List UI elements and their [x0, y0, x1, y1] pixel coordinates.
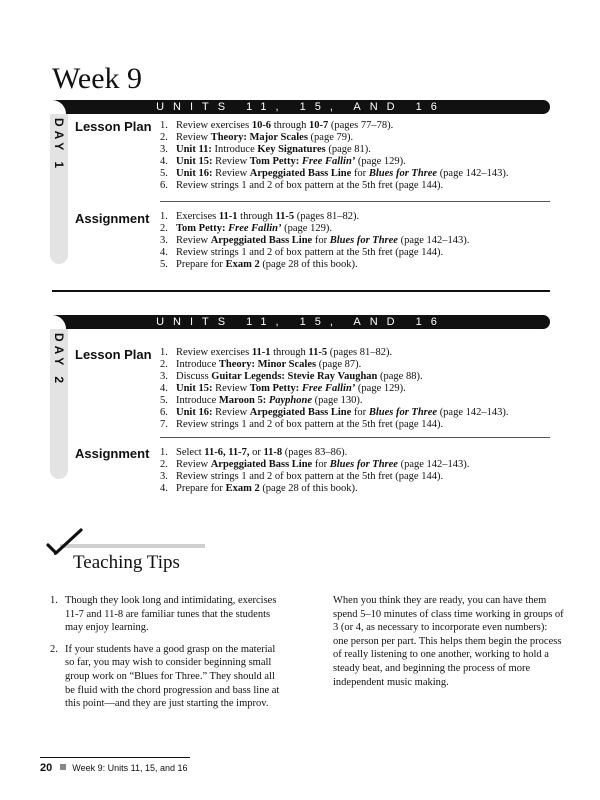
list-item: 4. Unit 15: Review Tom Petty: Free Fallin’ (page 129). [160, 383, 406, 394]
tips-list [50, 594, 285, 711]
list-item-text: Unit 16: Review Arpeggiated Bass Line for Blues for Three (page 142–143). [176, 168, 509, 179]
square-icon [60, 764, 66, 770]
lesson-plan-list [160, 347, 550, 431]
list-item-text: Discuss Guitar Legends: Stevie Ray Vaughan (page 88). [176, 371, 423, 382]
list-item: 3. Review strings 1 and 2 of box pattern at the 5th fret (page 144). [160, 471, 444, 482]
page-title: Week 9 [52, 62, 143, 95]
list-item: 5. Introduce Maroon 5: Payphone (page 130). [160, 395, 363, 406]
list-item-text: Review Theory: Major Scales (page 79). [176, 132, 354, 143]
list-item: 2. Review Arpeggiated Bass Line for Blues for Three (page 142–143). [160, 459, 470, 470]
day-tab [50, 114, 68, 264]
assignment-heading: Assignment [75, 446, 150, 461]
lesson-plan-heading: Lesson Plan [75, 347, 152, 362]
list-item: 3. Review Arpeggiated Bass Line for Blues for Three (page 142–143). [160, 235, 470, 246]
list-item: 6. Review strings 1 and 2 of box pattern at the 5th fret (page 144). [160, 180, 444, 191]
lesson-plan-heading: Lesson Plan [75, 119, 152, 134]
tip-text: Though they look long and intimidating, exercises 11-7 and 11-8 are familiar tunes that the students may enjoy learning. [65, 595, 277, 634]
list-item: 2. Review Theory: Major Scales (page 79). [160, 132, 354, 143]
assignment-list [160, 447, 550, 495]
day-label: DAY 2 [52, 333, 66, 388]
list-item-text: Introduce Theory: Minor Scales (page 87). [176, 359, 362, 370]
list-item: 2. Introduce Theory: Minor Scales (page 87). [160, 359, 362, 370]
units-banner: UNITS 11, 15, AND 16 [52, 315, 550, 329]
list-item-text: Unit 15: Review Tom Petty: Free Fallin’ (page 129). [176, 383, 406, 394]
list-item-text: Review strings 1 and 2 of box pattern at the 5th fret (page 144). [176, 471, 444, 482]
list-item-text: Prepare for Exam 2 (page 28 of this book). [176, 259, 358, 270]
list-item: 1. Select 11-6, 11-7, or 11-8 (pages 83–86). [160, 447, 348, 458]
list-item: 3. Discuss Guitar Legends: Stevie Ray Vaughan (page 88). [160, 371, 423, 382]
tip-text: If your students have a good grasp on the material so far, you may wish to consider beginning small group work on “Blues for Three.” They should all be fluid with the chord progression and bass line at this point—and they are just starting the improv. [65, 643, 280, 710]
day-label: DAY 1 [52, 118, 66, 173]
list-item: 4. Review strings 1 and 2 of box pattern at the 5th fret (page 144). [160, 247, 444, 258]
tips-left-column [50, 594, 285, 719]
list-item-text: Tom Petty: Free Fallin’ (page 129). [176, 223, 332, 234]
lesson-plan-list [160, 120, 550, 192]
list-item-text: Review strings 1 and 2 of box pattern at the 5th fret (page 144). [176, 180, 444, 191]
page-number: 20 [40, 762, 53, 774]
footer [40, 762, 188, 774]
teaching-tips-heading: Teaching Tips [73, 552, 180, 573]
list-item: 2. Tom Petty: Free Fallin’ (page 129). [160, 223, 332, 234]
list-item: 7. Review strings 1 and 2 of box pattern at the 5th fret (page 144). [160, 419, 444, 430]
divider [160, 437, 550, 438]
list-item-text: Prepare for Exam 2 (page 28 of this book). [176, 483, 358, 494]
tips-right-column [333, 594, 565, 689]
list-item-text: Review Arpeggiated Bass Line for Blues for Three (page 142–143). [176, 459, 470, 470]
section-divider [52, 290, 550, 292]
list-item-text: Unit 15: Review Tom Petty: Free Fallin’ (page 129). [176, 156, 406, 167]
list-item-text: Review exercises 10-6 through 10-7 (pages 77–78). [176, 120, 394, 131]
divider [160, 201, 550, 202]
list-item-text: Exercises 11-1 through 11-5 (pages 81–82). [176, 211, 360, 222]
list-item-text: Review strings 1 and 2 of box pattern at the 5th fret (page 144). [176, 247, 444, 258]
list-item: 1. Review exercises 11-1 through 11-5 (pages 81–82). [160, 347, 393, 358]
list-item: 4. Unit 15: Review Tom Petty: Free Fallin’ (page 129). [160, 156, 406, 167]
list-item: 6. Unit 16: Review Arpeggiated Bass Line for Blues for Three (page 142–143). [160, 407, 509, 418]
list-item: 3. Unit 11: Introduce Key Signatures (page 81). [160, 144, 371, 155]
list-item-text: Review exercises 11-1 through 11-5 (pages 81–82). [176, 347, 393, 358]
assignment-heading: Assignment [75, 211, 150, 226]
list-item: 5. Unit 16: Review Arpeggiated Bass Line for Blues for Three (page 142–143). [160, 168, 509, 179]
units-banner: UNITS 11, 15, AND 16 [52, 100, 550, 114]
list-item: 4. Prepare for Exam 2 (page 28 of this book). [160, 483, 358, 494]
list-item: 2. If your students have a good grasp on the material so far, you may wish to consider beginning small group work on “Blues for Three.” They should all be fluid with the chord progression and bass line at this point—and they are just starting the improv. [50, 643, 280, 710]
list-item-text: Unit 16: Review Arpeggiated Bass Line for Blues for Three (page 142–143). [176, 407, 509, 418]
list-item: 1. Though they look long and intimidating, exercises 11-7 and 11-8 are familiar tunes that the students may enjoy learning. [50, 595, 277, 634]
list-item: 1. Review exercises 10-6 through 10-7 (pages 77–78). [160, 120, 394, 131]
day-tab [50, 329, 68, 479]
list-item-text: Review strings 1 and 2 of box pattern at the 5th fret (page 144). [176, 419, 444, 430]
tip-text: When you think they are ready, you can have them spend 5–10 minutes of class time working in groups of 3 (or 4, as necessary to incorporate even numbers): one person per part. This helps them begin the process of really listening to one another, working to hold a steady beat, and beginning the process of more independent music making. [333, 595, 564, 688]
list-item-text: Unit 11: Introduce Key Signatures (page 81). [176, 144, 371, 155]
footer-text: Week 9: Units 11, 15, and 16 [72, 763, 188, 773]
list-item-text: Introduce Maroon 5: Payphone (page 130). [176, 395, 363, 406]
list-item: 1. Exercises 11-1 through 11-5 (pages 81–82). [160, 211, 360, 222]
list-item: 5. Prepare for Exam 2 (page 28 of this book). [160, 259, 358, 270]
footer-rule [40, 757, 190, 758]
list-item-text: Review Arpeggiated Bass Line for Blues for Three (page 142–143). [176, 235, 470, 246]
assignment-list [160, 211, 550, 271]
list-item-text: Select 11-6, 11-7, or 11-8 (pages 83–86). [176, 447, 348, 458]
